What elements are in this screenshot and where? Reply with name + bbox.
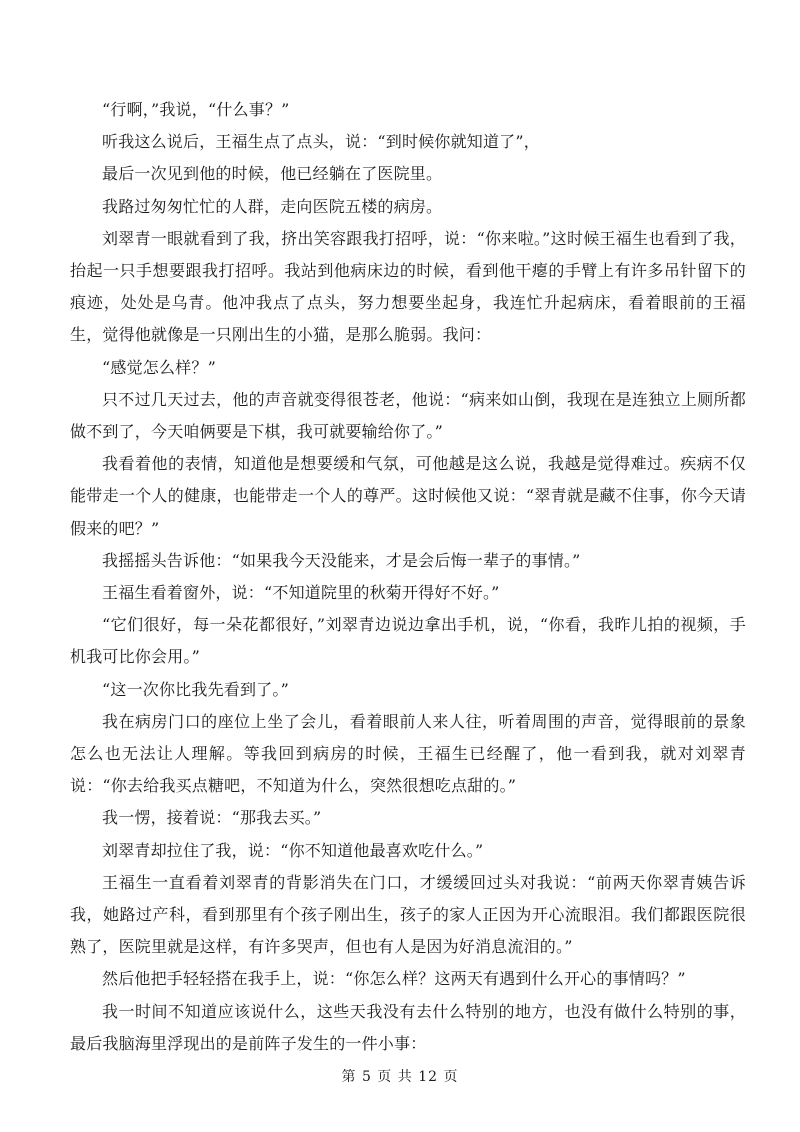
paragraph: 我一愣，接着说：“那我去买。” bbox=[102, 808, 322, 828]
paragraph: “行啊，”我说，“什么事？” bbox=[102, 100, 290, 119]
paragraph: 刘翠青一眼就看到了我，挤出笑容跟我打招呼，说：“你来啦。”这时候王福生也看到了我，抬起一只手想要跟我打招呼。我站到他病床边的时候，看到他干瘪的手臂上有许多吊针留下的痕迹，处处是乌青。他冲我点了点头，努力想要坐起身，我连忙升起病床，看着眼前的王福生，觉得他就像是一只刚出生的小猫，是那么脆弱。我问： bbox=[70, 228, 746, 345]
paragraph: 我在病房门口的座位上坐了会儿，看着眼前人来人往，听着周围的声音，觉得眼前的景象怎么也无法让人理解。等我回到病房的时候，王福生已经醒了，他一看到我，就对刘翠青说：“你去给我买点糖吧，不知道为什么，突然很想吃点甜的。” bbox=[70, 711, 746, 796]
paragraph: “它们很好，每一朵花都很好，”刘翠青边说边拿出手机，说，“你看，我昨儿拍的视频，手机我可比你会用。” bbox=[70, 615, 746, 667]
paragraph: 最后一次见到他的时候，他已经躺在了医院里。 bbox=[102, 164, 443, 184]
page-footer: 第 5 页 共 12 页 bbox=[341, 1069, 459, 1085]
paragraph: 我一时间不知道应该说什么，这些天我没有去什么特别的地方，也没有做什么特别的事，最后我脑海里浮现出的是前阵子发生的一件小事： bbox=[70, 1001, 746, 1053]
paragraph: 只不过几天过去，他的声音就变得很苍老，他说：“病来如山倒，我现在是连独立上厕所都做不到了，今天咱俩要是下棋，我可就要输给你了。” bbox=[70, 389, 746, 442]
paragraph: 听我这么说后，王福生点了点头，说：“到时候你就知道了”， bbox=[102, 132, 540, 152]
paragraph: 我路过匆匆忙忙的人群，走向医院五楼的病房。 bbox=[102, 196, 443, 216]
paragraph: 王福生一直看着刘翠青的背影消失在门口，才缓缓回过头对我说：“前两天你翠青姨告诉我，她路过产科，看到那里有个孩子刚出生，孩子的家人正因为开心流眼泪。我们都跟医院很熟了，医院里就是这样，有许多哭声，但也有人是因为好消息流泪的。” bbox=[70, 872, 746, 957]
paragraph: 王福生看着窗外，说：“不知道院里的秋菊开得好不好。” bbox=[102, 583, 500, 603]
paragraph: 我摇摇头告诉他：“如果我今天没能来，才是会后悔一辈子的事情。” bbox=[102, 550, 581, 570]
paragraph: “这一次你比我先看到了。” bbox=[102, 679, 289, 699]
paragraph: “感觉怎么样？” bbox=[102, 357, 216, 377]
paragraph: 我看着他的表情，知道他是想要缓和气氛，可他越是这么说，我越是觉得难过。疾病不仅能带走一个人的健康，也能带走一个人的尊严。这时候他又说：“翠青就是藏不住事，你今天请假来的吧？” bbox=[70, 454, 746, 538]
document-body bbox=[70, 94, 746, 1060]
paragraph: 然后他把手轻轻搭在我手上，说：“你怎么样？这两天有遇到什么开心的事情吗？” bbox=[102, 969, 686, 989]
paragraph: 刘翠青却拉住了我，说：“你不知道他最喜欢吃什么。” bbox=[102, 840, 484, 860]
